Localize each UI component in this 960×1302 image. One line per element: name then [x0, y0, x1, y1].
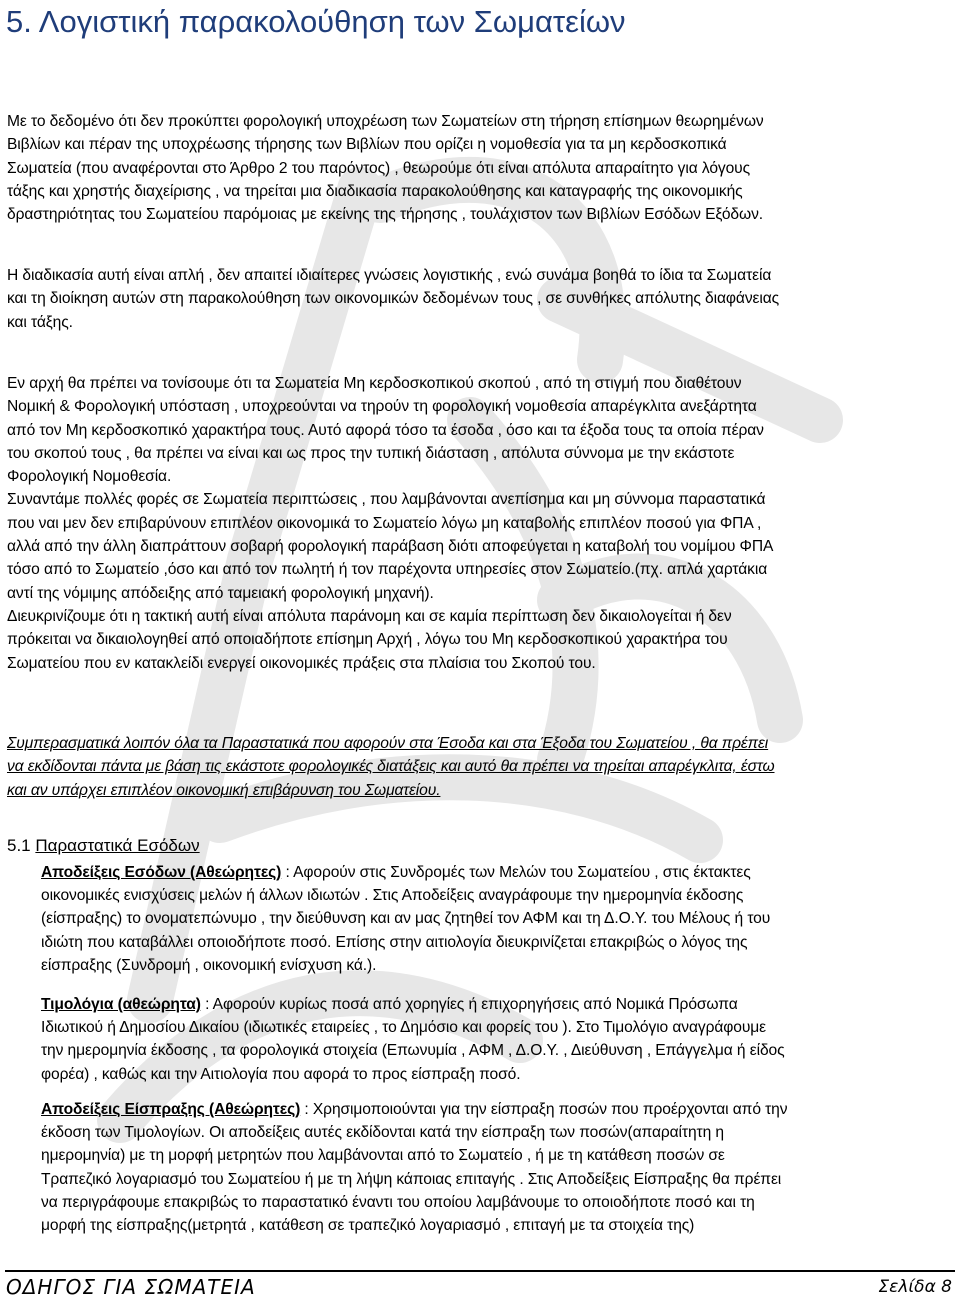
- text-line: να περιγράφουμε επακριβώς το παραστατικό έναντι του οποίου λαμβάνουμε το οποιοδήποτε ποσό και τη: [41, 1193, 755, 1211]
- section-number: 5.1: [7, 836, 31, 855]
- text-line: Νομική & Φορολογική υπόσταση , υποχρεούνται να τηρούν τη φορολογική νομοθεσία απαρέγκλιτα ανεξάρτητα: [7, 398, 757, 416]
- text-line: [41, 993, 953, 1016]
- paragraph-3: [7, 372, 953, 675]
- text-line: τόσο από το Σωματείο ,όσο και από τον πωλητή ή τον παρέχοντα υπηρεσίες στον Σωματείο.(πχ. απλά χαρτάκια: [7, 561, 768, 579]
- text-line: και αν υπάρχει επιπλέον οικονομική επιβάρυνση του Σωματείου.: [7, 781, 441, 799]
- term-description: : Αφορούν στις Συνδρομές των Μελών του Σωματείου , στις έκτακτες: [281, 864, 751, 881]
- text-line: πρόκειται να δικαιολογηθεί από οποιαδήποτε επίσημη Αρχή , λόγω του Μη κερδοσκοπικού χαρακτήρα του: [7, 631, 728, 649]
- subsection-invoices: [41, 993, 953, 1086]
- text-line: (είσπραξης) το ονοματεπώνυμο , την διεύθυνση και αν μας ζητηθεί τον ΑΦΜ και τη Δ.Ο.Υ. του Μέλους ή του: [41, 910, 771, 928]
- text-line: δραστηριότητας του Σωματείου παρόμοιας με εκείνης της τήρησης , τουλάχιστον των Βιβλίων Εσόδων Εξόδων.: [7, 206, 764, 224]
- text-line: Συναντάμε πολλές φορές σε Σωματεία περιπτώσεις , που λαμβάνονται ανεπίσημα και μη σύννομα παραστατικά: [7, 491, 766, 509]
- footer-page-number: Σελίδα 8: [878, 1277, 952, 1297]
- section-name: Παραστατικά Εσόδων: [35, 836, 200, 855]
- text-line: Η διαδικασία αυτή είναι απλή , δεν απαιτεί ιδιαίτερες γνώσεις λογιστικής , ενώ συνάμα βοηθά το ίδια τα Σωματεία: [7, 267, 772, 284]
- text-line: ιδιώτη που καταβάλλει οποιοδήποτε ποσό. Επίσης στην αιτιολογία διευκρινίζεται επακριβώς ο λόγος της: [41, 933, 748, 951]
- page-footer: [0, 1270, 960, 1302]
- text-line: έκδοση των Τιμολογίων. Οι αποδείξεις αυτές εκδίδονται κατά την είσπραξη των ποσών(απαραίτητη η: [41, 1124, 724, 1142]
- paragraph-1: [7, 110, 953, 226]
- term-description: : Χρησιμοποιούνται για την είσπραξη ποσών που προέρχονται από την: [300, 1101, 788, 1118]
- subsection-receipts-income: [41, 861, 953, 977]
- text-line: αλλά από την άλλη διαπράττουν σοβαρή φορολογική παράβαση διότι αποφεύγεται η καταβολή του νομίμου ΦΠΑ: [7, 538, 774, 556]
- footer-document-title: ΟΔΗΓΟΣ ΓΙΑ ΣΩΜΑΤΕΙΑ: [6, 1275, 256, 1299]
- text-line: Εν αρχή θα πρέπει να τονίσουμε ότι τα Σωματεία Μη κερδοσκοπικού σκοπού , από τη στιγμή που διαθέτουν: [7, 375, 742, 392]
- text-line: να εκδίδονται πάντα με βάση τις εκάστοτε φορολογικές διατάξεις και αυτό θα πρέπει να τηρείται απαρέγκλιτα, έστω: [7, 758, 775, 776]
- text-line: οικονομικές ενισχύσεις μελών ή άλλων ιδιωτών . Στις Αποδείξεις αναγράφουμε την ημερομηνία έκδοσης: [41, 887, 744, 905]
- paragraph-2: [7, 264, 953, 334]
- text-line: Φορολογική Νομοθεσία.: [7, 468, 172, 486]
- text-line: Ιδιωτικού ή Δημοσίου Δικαίου (ιδιωτικές εταιρείες , το Δημόσιο και φορείς του ). Στο Τιμολόγιο αναγράφουμε: [41, 1019, 767, 1037]
- text-line: την ημερομηνία έκδοσης , τα φορολογικά στοιχεία (Επωνυμία , ΑΦΜ , Δ.Ο.Υ. , Διεύθυνση , Επάγγελμα ή είδος: [41, 1042, 785, 1060]
- text-line: Τραπεζικό λογαριασμό του Σωματείου ή με τη λήψη κάποιας επιταγής . Στις Αποδείξεις Είσπραξης θα πρέπει: [41, 1170, 782, 1188]
- term-description: : Αφορούν κυρίως ποσά από χορηγίες ή επιχορηγήσεις από Νομικά Πρόσωπα: [200, 996, 738, 1013]
- text-line: αντί της νόμιμης απόδειξης από ταμειακή φορολογική μηχανή).: [7, 584, 434, 602]
- term-label: Τιμολόγια (αθεώρητα): [41, 996, 201, 1013]
- text-line: Σωματεία (που αναφέρονται στο Άρθρο 2 του παρόντος) , θεωρούμε ότι είναι απόλυτα απαραίτητο για λόγους: [7, 159, 751, 177]
- term-label: Αποδείξεις Είσπραξης (Αθεώρητες): [41, 1101, 301, 1118]
- text-line: μορφή της είσπραξης(μετρητά , κατάθεση σε τραπεζικό λογαριασμό , επιταγή με τα στοιχεία της): [41, 1217, 695, 1235]
- text-line: [41, 861, 953, 884]
- text-line: είσπραξης (Συνδρομή , οικονομική ενίσχυση κά.).: [41, 956, 377, 974]
- text-line: Συμπερασματικά λοιπόν όλα τα Παραστατικά που αφορούν στα Έσοδα και στα Έξοδα του Σωματείου , θα πρέπει: [7, 735, 769, 752]
- text-line: από τον Μη κερδοσκοπικό χαρακτήρα τους. Αυτό αφορά τόσο τα έσοδα , όσο και τα έξοδα τους τα οποία πέραν: [7, 421, 764, 439]
- text-line: που ναι μεν δεν επιβαρύνουν επιπλέον οικονομικά το Σωματείο λόγω μη καταβολής επιπλέον ποσού για ΦΠΑ ,: [7, 514, 762, 532]
- text-line: Βιβλίων και πέραν της υποχρέωσης τήρησης των Βιβλίων που ορίζει η νομοθεσία για τα μη κερδοσκοπικά: [7, 136, 727, 154]
- text-line: και τάξης.: [7, 313, 73, 331]
- text-line: φορέα) , καθώς και την Αιτιολογία που αφορά το προς είσπραξη ποσό.: [41, 1065, 521, 1083]
- term-label: Αποδείξεις Εσόδων (Αθεώρητες): [41, 864, 282, 881]
- text-line: Διευκρινίζουμε ότι η τακτική αυτή είναι απόλυτα παράνομη και σε καμία περίπτωση δεν δικαιολογείται ή δεν: [7, 607, 732, 625]
- subsection-collection-receipts: [41, 1098, 953, 1237]
- footer-divider: [5, 1270, 955, 1272]
- text-line: του σκοπού τους , θα πρέπει να είναι και ως προς την τυπική διάσταση , απόλυτα σύννομα με την εκάστοτε: [7, 444, 735, 462]
- text-line: τάξης και χρηστής διαχείρισης , να τηρείται μια διαδικασία παρακολούθησης και καταγραφής της οικονομικής: [7, 182, 743, 200]
- text-line: Με το δεδομένο ότι δεν προκύπτει φορολογική υποχρέωση των Σωματείων στη τήρηση επίσημων θεωρημένων: [7, 113, 764, 130]
- text-line: ημερομηνία) με τη μορφή μετρητών που λαμβάνονται από το Σωματείο , ή με τη κατάθεση ποσών σε: [41, 1147, 725, 1165]
- conclusion-paragraph: [7, 732, 953, 802]
- page-title: 5. Λογιστική παρακολούθηση των Σωματείων: [6, 4, 626, 39]
- text-line: Σωματείου που εν κατακλείδι ενεργεί οικονομικές πράξεις στα πλαίσια του Σκοπού του.: [7, 654, 596, 672]
- section-heading: [7, 834, 200, 858]
- text-line: [41, 1098, 953, 1121]
- text-line: και τη διοίκηση αυτών στη παρακολούθηση των οικονομικών δεδομένων τους , σε συνθήκες απόλυτης διαφάνειας: [7, 290, 780, 308]
